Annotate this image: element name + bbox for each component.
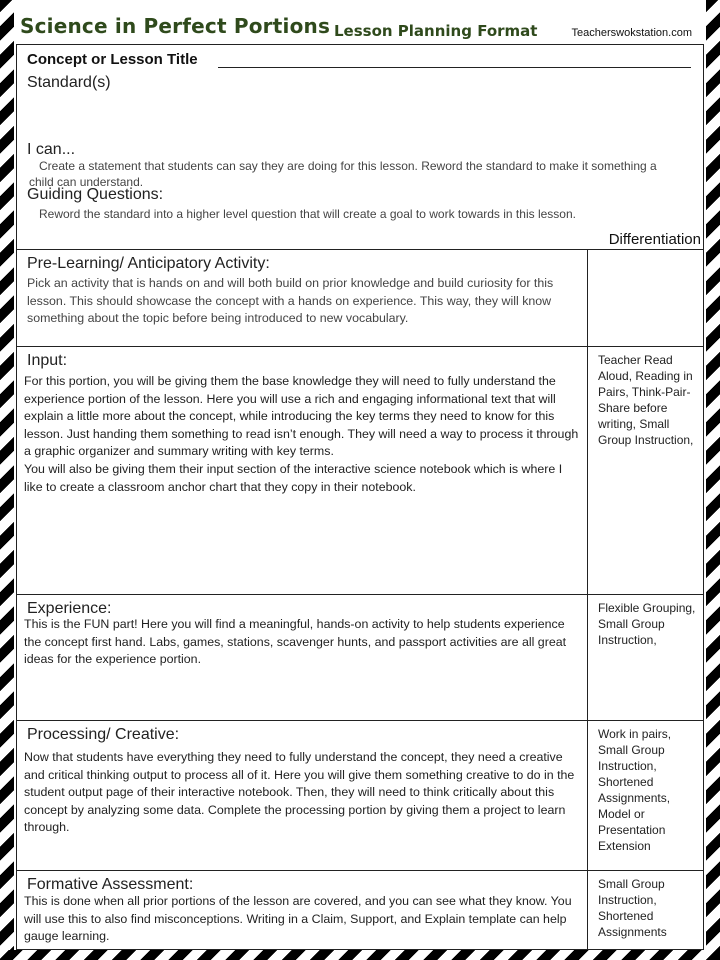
section-content-cell xyxy=(17,871,588,949)
page-header xyxy=(14,0,706,44)
section-row-input xyxy=(17,347,703,595)
concept-title-blank-line xyxy=(218,67,691,68)
decorative-border-left xyxy=(0,0,14,960)
section-row-experience xyxy=(17,595,703,721)
differentiation-cell: Flexible Grouping, Small Group Instruction, xyxy=(598,601,696,647)
format-title: Lesson Planning Format xyxy=(334,22,538,40)
section-paragraph: Pick an activity that is hands on and will both build on prior knowledge and build curiosity for this lesson. This should showcase the concept with a hands on experience. This way, they will know something about the topic before being introduced to new vocabulary. xyxy=(27,276,554,326)
lesson-plan-page xyxy=(14,0,706,950)
brand-title: Science in Perfect Portions xyxy=(20,14,331,38)
i-can-label: I can... xyxy=(27,141,76,158)
section-description xyxy=(27,275,555,328)
differentiation-column-header: Differentiation xyxy=(608,231,701,248)
section-paragraph: This is done when all prior portions of the lesson are covered, and you can see what they know. You will use this to also find misconceptions. Writing in a Claim, Support, and Explain template can help gauge learning. xyxy=(24,894,572,944)
differentiation-cell: Work in pairs, Small Group Instruction, Shortened Assignments, Model or Presentation Extension xyxy=(598,727,672,853)
section-description xyxy=(24,616,579,669)
section-title: Input: xyxy=(27,352,68,369)
section-row-processing xyxy=(17,721,703,871)
section-paragraph: You will also be giving them their input section of the interactive science notebook which is where I like to create a classroom anchor chart that they copy in their notebook. xyxy=(24,461,563,494)
section-paragraph: This is the FUN part! Here you will find a meaningful, hands-on activity to help students experience the concept first hand. Labs, games, stations, scavenger hunts, and passport activities are all great ideas for the experience portion. xyxy=(24,617,567,667)
differentiation-cell xyxy=(588,250,703,346)
section-content-cell xyxy=(17,595,588,720)
section-description xyxy=(24,749,579,837)
standards-label: Standard(s) xyxy=(27,74,111,91)
section-row-pre-learning xyxy=(17,250,703,347)
section-title: Experience: xyxy=(27,600,112,617)
website-label: Teacherswokstation.com xyxy=(571,27,692,39)
section-title: Processing/ Creative: xyxy=(27,726,180,743)
decorative-border-right xyxy=(706,0,720,960)
section-content-cell xyxy=(17,721,588,870)
concept-title-label: Concept or Lesson Title xyxy=(27,51,198,68)
section-title: Pre-Learning/ Anticipatory Activity: xyxy=(27,255,270,272)
decorative-border-bottom xyxy=(0,950,720,960)
section-paragraph: Now that students have everything they need to fully understand the concept, they need a creative and critical thinking output to process all of it. Here you will give them something creative to do in the student output page of their interactive notebook. Then, they will need to think critically about this concept by analyzing some data. Complete the processing portion by giving them a project to learn through. xyxy=(24,750,575,835)
section-title: Formative Assessment: xyxy=(27,876,194,893)
guiding-questions-instructions: Reword the standard into a higher level question that will create a goal to work towards in this lesson. xyxy=(39,207,576,221)
section-description xyxy=(24,373,579,496)
lesson-plan-table xyxy=(16,44,704,950)
section-paragraph: For this portion, you will be giving them the base knowledge they will need to fully understand the experience portion of the lesson. Here you will use a rich and engaging informational text that will explain a little more about the concept, while introducing the key terms they need to know for this lesson. Just handing them something to read isn’t enough. They will need a way to process it through a graphic organizer and summary writing with key terms. xyxy=(24,374,579,459)
differentiation-cell: Teacher Read Aloud, Reading in Pairs, Think-Pair- Share before writing, Small Group Instruction, xyxy=(598,353,694,447)
section-description xyxy=(24,893,579,946)
section-row-formative-assessment xyxy=(17,871,703,949)
section-content-cell xyxy=(17,250,588,346)
guiding-questions-label: Guiding Questions: xyxy=(27,186,164,203)
i-can-instructions: Create a statement that students can say they are doing for this lesson. Reword the standard to make it something a child can understand. xyxy=(29,159,657,189)
differentiation-cell: Small Group Instruction, Shortened Assignments xyxy=(598,877,667,939)
section-content-cell xyxy=(17,347,588,594)
lesson-overview-block xyxy=(17,45,703,250)
